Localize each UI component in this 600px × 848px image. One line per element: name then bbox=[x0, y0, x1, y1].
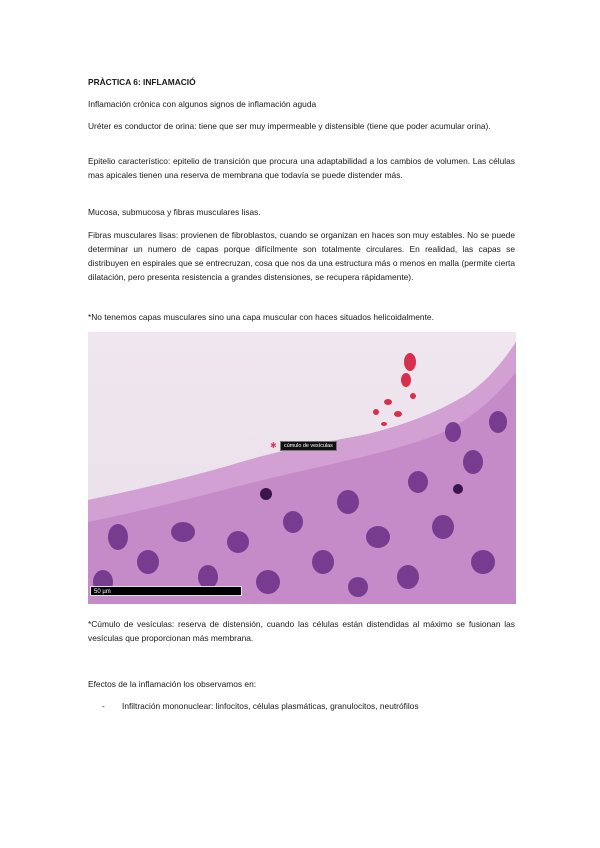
bullet-marker: - bbox=[102, 701, 105, 711]
paragraph-capas: Mucosa, submucosa y fibras musculares lisas. bbox=[88, 207, 261, 217]
histology-illustration bbox=[88, 332, 516, 604]
paragraph-fibras: Fibras musculares lisas: provienen de fibroblastos, cuando se organizan en haces son muy estables. No se puede determinar un numero de capas porque difícilmente son totalmente circulares. En realidad, las capas se distribuyen en espirales que se entrecruzan, cosa que nos da una estructura más o menos en malla (permite cierta dilatación, pero presenta resistencia a grandes distensiones, se recupera rápidamente). bbox=[88, 230, 515, 282]
page-title: PRÀCTICA 6: INFLAMACIÓ bbox=[88, 77, 196, 87]
paragraph-ureter: Uréter es conductor de orina: tiene que ser muy impermeable y distensible (tiene que poder acumular orina). bbox=[88, 121, 491, 131]
scale-bar: 50 µm bbox=[90, 586, 242, 596]
vesicle-cluster-label bbox=[270, 441, 337, 451]
note-cumulo: *Cúmulo de vesículas: reserva de distensión, cuando las células están distendidas al máximo se fusionan las vesículas que proporcionan más membrana. bbox=[88, 619, 515, 643]
bullet-item: Infiltración mononuclear: linfocitos, células plasmáticas, granulocitos, neutrófilos bbox=[122, 701, 419, 711]
efectos-intro: Efectos de la inflamación los observamos en: bbox=[88, 679, 257, 689]
pushpin-icon: ✱ bbox=[270, 441, 277, 450]
subtitle: Inflamación crónica con algunos signos de inflamación aguda bbox=[88, 99, 317, 109]
note-capas: *No tenemos capas musculares sino una capa muscular con haces situados helicoidalmente. bbox=[88, 312, 434, 322]
paragraph-epitelio: Epitelio característico: epitelio de transición que procura una adaptabilidad a los cambios de volumen. Las células mas apicales tienen una reserva de membrana que todavía se puede distender más. bbox=[88, 156, 515, 180]
vesicle-cluster-tag: cúmulo de vesículas bbox=[280, 441, 337, 451]
histology-image bbox=[88, 332, 516, 604]
